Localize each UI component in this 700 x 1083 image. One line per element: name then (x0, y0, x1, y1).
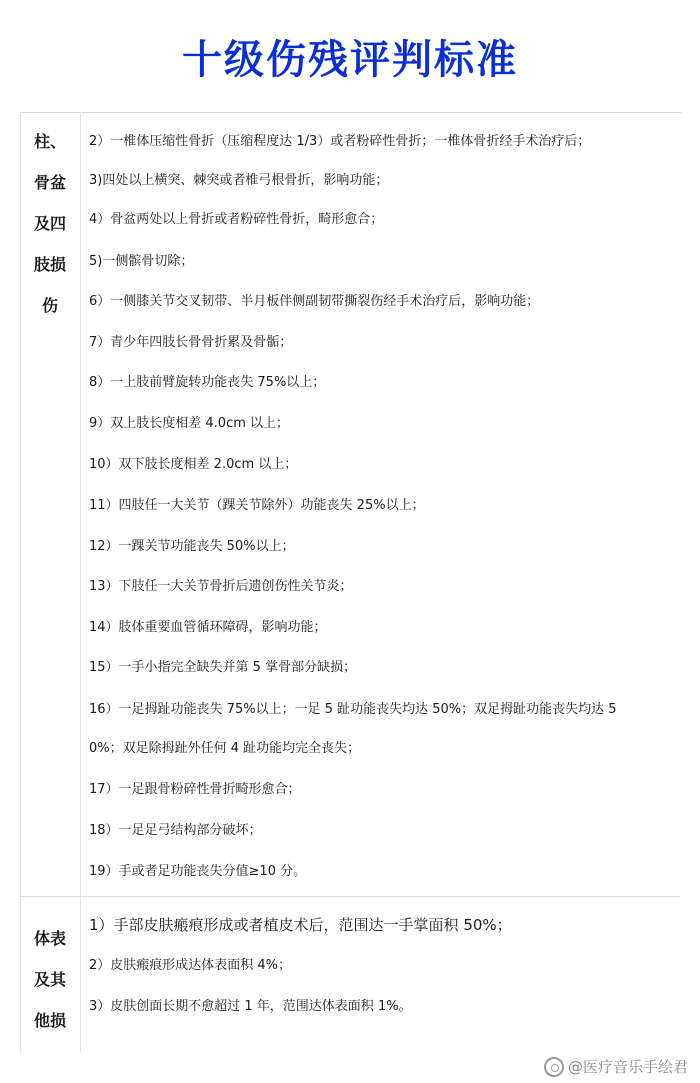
criteria-item: 11）四肢任一大关节（踝关节除外）功能丧失 25%以上； (89, 498, 425, 513)
category-limb-injury (22, 121, 78, 326)
criteria-item-continued: 0%；双足除拇趾外任何 4 趾功能均完全丧失； (89, 741, 361, 756)
row-divider (20, 896, 680, 897)
category-line: 伤 (41, 296, 58, 315)
criteria-item: 19）手或者足功能丧失分值≥10 分。 (89, 864, 307, 879)
criteria-item: 13）下肢任一大关节骨折后遗创伤性关节炎； (89, 579, 353, 594)
category-line: 体表 (33, 929, 66, 948)
criteria-item: 18）一足足弓结构部分破坏； (89, 823, 262, 838)
weibo-icon (544, 1057, 564, 1077)
category-line: 他损 (33, 1011, 66, 1030)
category-line: 及其 (33, 970, 66, 989)
criteria-item: 5)一侧髌骨切除； (89, 254, 194, 269)
criteria-item: 7）青少年四肢长骨骨折累及骨骺； (89, 335, 293, 350)
category-line: 骨盆 (33, 173, 66, 192)
criteria-item: 15）一手小指完全缺失并第 5 掌骨部分缺损； (89, 660, 357, 675)
criteria-item: 1）手部皮肤瘢痕形成或者植皮术后，范围达一手掌面积 50%； (89, 916, 512, 934)
criteria-item: 4）骨盆两处以上骨折或者粉碎性骨折，畸形愈合； (89, 212, 384, 227)
category-skin-injury (22, 918, 78, 1041)
criteria-item: 2）皮肤瘢痕形成达体表面积 4%； (89, 958, 292, 973)
category-line: 及四 (33, 214, 66, 233)
criteria-item: 16）一足拇趾功能丧失 75%以上；一足 5 趾功能丧失均达 50%；双足拇趾功能丧失均达 5 (89, 702, 617, 717)
watermark-text: @医疗音乐手绘君 (567, 1058, 688, 1076)
category-line: 肢损 (33, 255, 66, 274)
page-title: 十级伤残评判标准 (182, 37, 518, 83)
category-line: 柱、 (33, 132, 66, 151)
criteria-item: 12）一踝关节功能丧失 50%以上； (89, 539, 295, 554)
criteria-item: 3）皮肤创面长期不愈超过 1 年，范围达体表面积 1%。 (89, 999, 412, 1014)
criteria-item: 14）肢体重要血管循环障碍，影响功能； (89, 620, 327, 635)
criteria-item: 9）双上肢长度相差 4.0cm 以上； (89, 416, 290, 431)
criteria-item: 3)四处以上横突、棘突或者椎弓根骨折，影响功能； (89, 173, 389, 188)
criteria-item: 10）双下肢长度相差 2.0cm 以上； (89, 457, 298, 472)
column-divider (80, 112, 81, 1052)
criteria-item: 17）一足跟骨粉碎性骨折畸形愈合； (89, 782, 301, 797)
criteria-item: 8）一上肢前臂旋转功能丧失 75%以上； (89, 375, 326, 390)
criteria-item: 6）一侧膝关节交叉韧带、半月板伴侧副韧带撕裂伤经手术治疗后，影响功能； (89, 294, 540, 309)
watermark (544, 1056, 688, 1077)
criteria-item: 2）一椎体压缩性骨折（压缩程度达 1/3）或者粉碎性骨折；一椎体骨折经手术治疗后； (89, 134, 591, 149)
